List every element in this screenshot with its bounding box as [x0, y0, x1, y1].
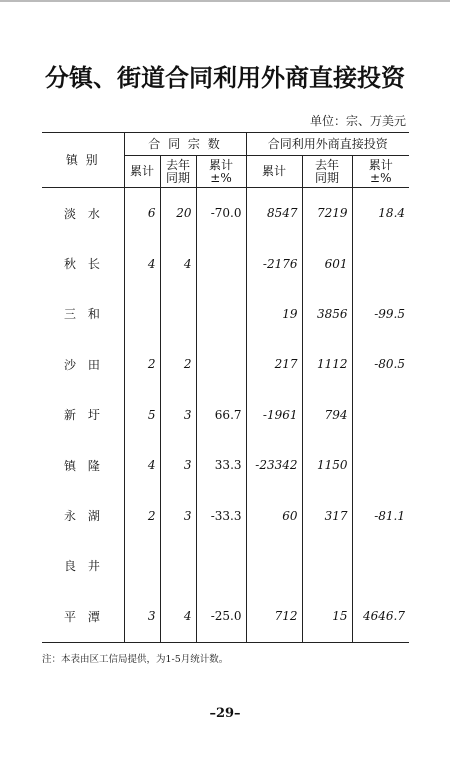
header-contracts-text: 合 同 宗 数 — [148, 136, 222, 151]
contracts-cumulative — [124, 289, 160, 339]
investment-cumulative: -23342 — [246, 440, 302, 490]
table-row — [42, 490, 409, 540]
contracts-change: -70.0 — [196, 188, 246, 239]
investment-last-year: 7219 — [302, 188, 352, 239]
investment-change — [352, 390, 409, 440]
header-investment-last-year-text: 去年同期 — [315, 157, 340, 185]
investment-cumulative: 217 — [246, 339, 302, 389]
investment-change: -81.1 — [352, 490, 409, 540]
investment-table — [42, 132, 409, 643]
header-town: 镇 别 — [42, 133, 124, 188]
contracts-change: -25.0 — [196, 591, 246, 642]
header-contracts-last-year — [160, 156, 196, 188]
town-name: 新 圩 — [64, 408, 104, 423]
table-row — [42, 339, 409, 389]
table-row — [42, 289, 409, 339]
header-investment: 合同利用外商直接投资 — [246, 133, 409, 156]
table-row — [42, 541, 409, 591]
town-name: 淡 水 — [64, 206, 104, 221]
contracts-last-year: 20 — [160, 188, 196, 239]
town-name: 平 潭 — [42, 591, 124, 642]
investment-last-year: 601 — [302, 238, 352, 288]
investment-last-year: 1150 — [302, 440, 352, 490]
header-investment-last-year — [302, 156, 352, 188]
header-contracts-change — [196, 156, 246, 188]
contracts-last-year: 4 — [160, 591, 196, 642]
table-row — [42, 188, 409, 239]
contracts-change: 33.3 — [196, 440, 246, 490]
investment-change — [352, 541, 409, 591]
investment-last-year: 317 — [302, 490, 352, 540]
investment-change: -80.5 — [352, 339, 409, 389]
town-name: 秋 长 — [64, 257, 104, 272]
contracts-change: -33.3 — [196, 490, 246, 540]
investment-last-year: 1112 — [302, 339, 352, 389]
town-name: 三 和 — [64, 307, 104, 322]
contracts-last-year — [160, 289, 196, 339]
investment-change: -99.5 — [352, 289, 409, 339]
contracts-cumulative — [124, 541, 160, 591]
contracts-change: 66.7 — [196, 390, 246, 440]
contracts-cumulative: 2 — [124, 339, 160, 389]
investment-cumulative: -2176 — [246, 238, 302, 288]
contracts-cumulative: 6 — [124, 188, 160, 239]
town-name: 沙 田 — [64, 357, 104, 372]
investment-change — [352, 238, 409, 288]
table-row — [42, 238, 409, 288]
contracts-cumulative: 5 — [124, 390, 160, 440]
contracts-last-year: 4 — [160, 238, 196, 288]
contracts-change — [196, 541, 246, 591]
header-contracts — [124, 133, 246, 156]
header-investment-change — [352, 156, 409, 188]
contracts-cumulative: 4 — [124, 238, 160, 288]
page-number: –29– — [209, 706, 241, 721]
investment-last-year: 15 — [302, 591, 352, 642]
table-footnote: 注：本表由区工信局提供，为1-5月统计数。 — [42, 654, 229, 665]
investment-cumulative: -1961 — [246, 390, 302, 440]
table-row — [42, 440, 409, 490]
town-name: 镇 隆 — [64, 458, 104, 473]
page-title: 分镇、街道合同利用外商直接投资 — [45, 64, 405, 92]
investment-cumulative: 8547 — [246, 188, 302, 239]
contracts-cumulative: 3 — [124, 591, 160, 642]
investment-last-year: 3856 — [302, 289, 352, 339]
header-investment-cumulative: 累计 — [246, 156, 302, 188]
contracts-change — [196, 238, 246, 288]
investment-cumulative: 712 — [246, 591, 302, 642]
contracts-last-year: 3 — [160, 440, 196, 490]
investment-last-year: 794 — [302, 390, 352, 440]
investment-last-year — [302, 541, 352, 591]
investment-cumulative — [246, 541, 302, 591]
header-contracts-change-text: 累计±% — [208, 157, 233, 185]
contracts-cumulative: 2 — [124, 490, 160, 540]
contracts-last-year: 3 — [160, 490, 196, 540]
contracts-change — [196, 289, 246, 339]
town-name: 良 井 — [64, 559, 104, 574]
header-contracts-cumulative: 累计 — [124, 156, 160, 188]
contracts-cumulative: 4 — [124, 440, 160, 490]
contracts-last-year — [160, 541, 196, 591]
investment-change — [352, 440, 409, 490]
contracts-change — [196, 339, 246, 389]
top-divider — [0, 0, 450, 2]
header-contracts-last-year-text: 去年同期 — [165, 157, 190, 185]
contracts-last-year: 3 — [160, 390, 196, 440]
table-row — [42, 390, 409, 440]
town-name: 永 湖 — [64, 509, 104, 524]
header-investment-change-text: 累计±% — [368, 157, 393, 185]
investment-change: 18.4 — [352, 188, 409, 239]
table-row — [42, 591, 409, 642]
unit-label: 单位：宗、万美元 — [309, 114, 406, 128]
investment-cumulative: 19 — [246, 289, 302, 339]
investment-cumulative: 60 — [246, 490, 302, 540]
investment-change: 4646.7 — [352, 591, 409, 642]
contracts-last-year: 2 — [160, 339, 196, 389]
